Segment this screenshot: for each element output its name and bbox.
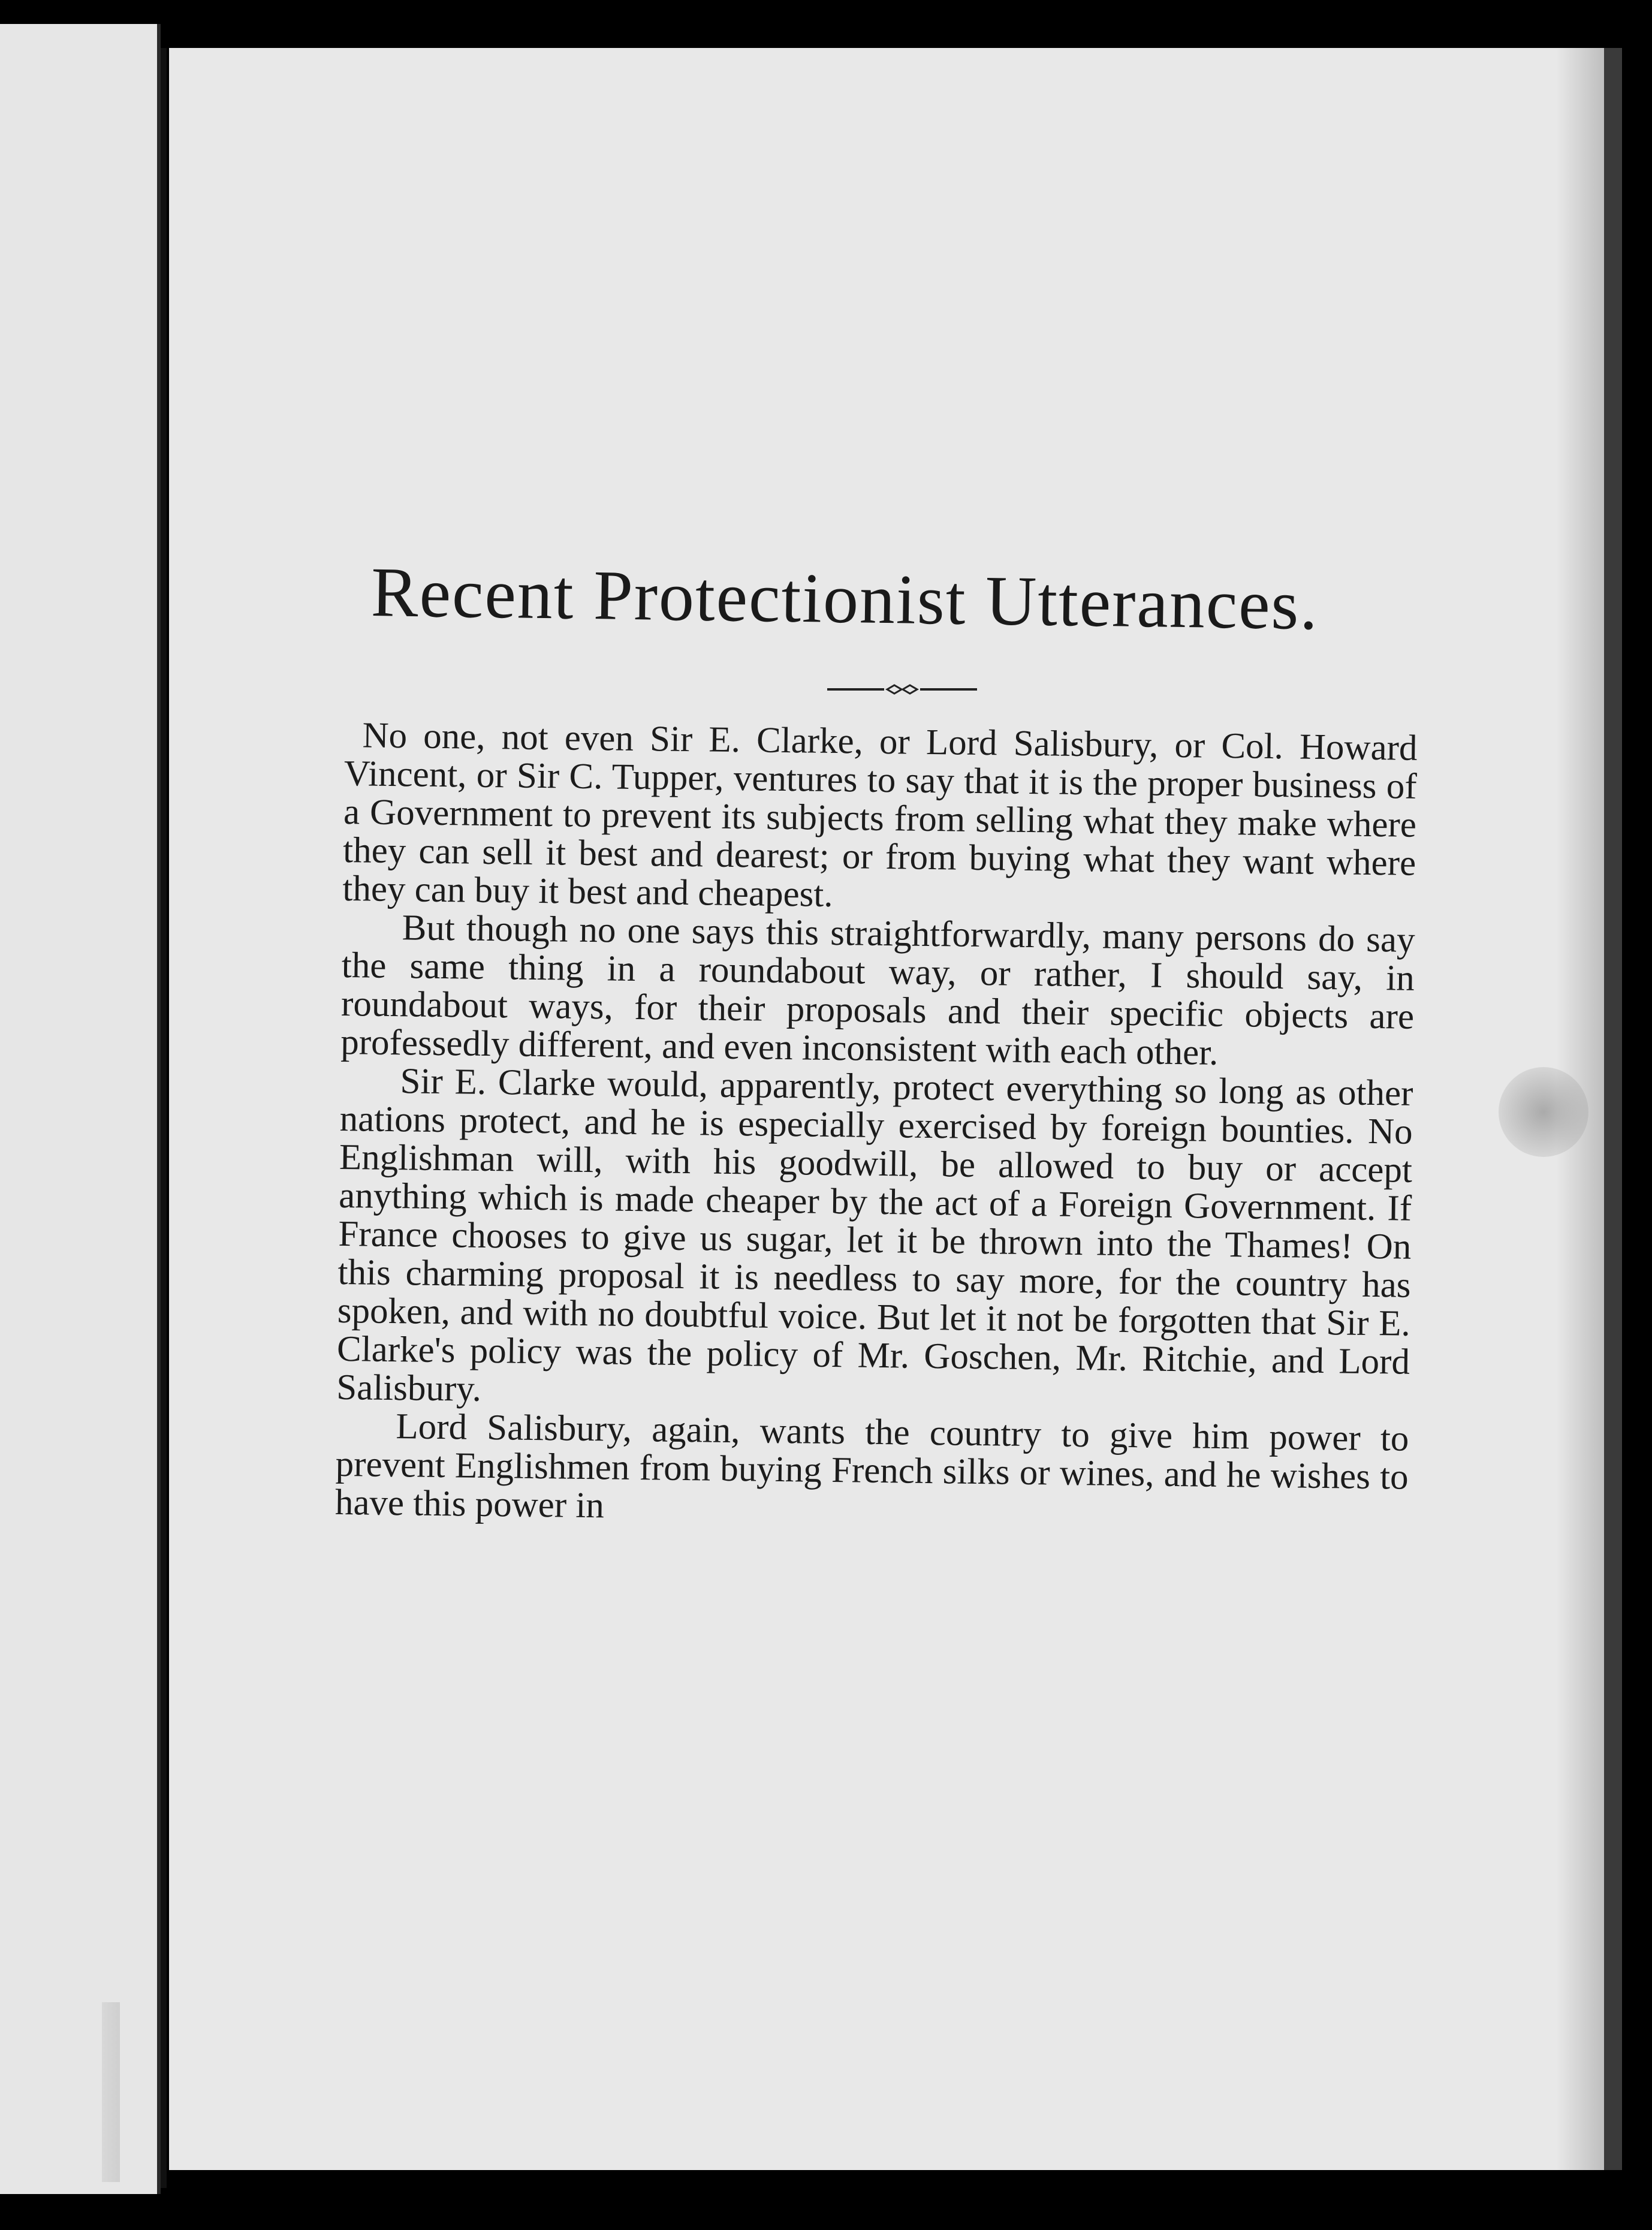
page-title: Recent Protectionist Utterances. bbox=[370, 552, 1319, 645]
ornament-divider-icon bbox=[827, 683, 977, 695]
paragraph-4: Lord Salisbury, again, wants the country to give him power to prevent Englishmen from buying French silks or wines, and he wishes to have this power in bbox=[334, 1406, 1409, 1526]
paragraph-2: But though no one says this straightforwardly, many persons do say the same thing in a roundabout way, or rather, I should say, in roundabout ways, for their proposals and their specific objects are professedly different, and even inconsistent with each other. bbox=[340, 908, 1415, 1073]
paper-stain bbox=[1499, 1067, 1588, 1157]
paragraph-3: Sir E. Clarke would, apparently, protect everything so long as other nations protect, and he is especially exercised by foreign bounties. No Englishman will, with his goodwill, be allowed to buy or accept anything which is made cheaper by the act of a Foreign Government. If France chooses to give us sugar, let it be thrown into the Thames! On this charming proposal it is needless to say more, for the country has spoken, and with no doubtful voice. But let it not be forgotten that Sir E. Clarke's policy was the policy of Mr. Goschen, Mr. Ritchie, and Lord Salisbury. bbox=[336, 1061, 1413, 1409]
body-text bbox=[335, 716, 1418, 1535]
paragraph-1: No one, not even Sir E. Clarke, or Lord Salisbury, or Col. Howard Vincent, or Sir C. Tupper, ventures to say that it is the proper business of a Government to prevent its subjects from selling what they make where they can sell it best and dearest; or from buying what they want where they can buy it best and cheapest. bbox=[342, 715, 1418, 915]
left-page-edge bbox=[0, 24, 161, 2194]
page-curl bbox=[102, 2002, 120, 2182]
gutter-shadow bbox=[161, 48, 167, 2188]
